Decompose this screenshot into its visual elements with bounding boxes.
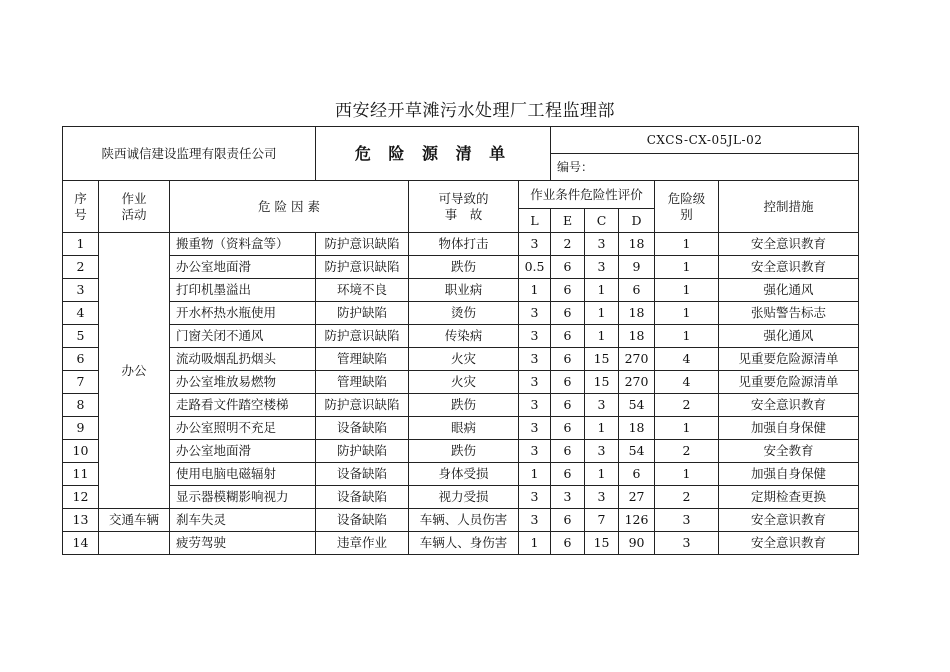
document-code: CXCS-CX-05JL-02 bbox=[551, 127, 859, 154]
cell-L: 3 bbox=[519, 486, 551, 509]
cell-D: 18 bbox=[619, 302, 655, 325]
cell-measure: 定期检查更换 bbox=[719, 486, 859, 509]
cell-C: 7 bbox=[585, 509, 619, 532]
cell-accident: 传染病 bbox=[409, 325, 519, 348]
table-row bbox=[63, 233, 859, 256]
cell-factor: 门窗关闭不通风 bbox=[170, 325, 316, 348]
table-row bbox=[63, 348, 859, 371]
cell-E: 6 bbox=[551, 302, 585, 325]
cell-measure: 安全意识教育 bbox=[719, 532, 859, 555]
table-row bbox=[63, 532, 859, 555]
cell-level: 1 bbox=[655, 279, 719, 302]
cell-accident: 车辆人、身伤害 bbox=[409, 532, 519, 555]
cell-D: 9 bbox=[619, 256, 655, 279]
cell-no: 9 bbox=[63, 417, 99, 440]
cell-cause: 防护意识缺陷 bbox=[316, 233, 409, 256]
col-C: C bbox=[585, 209, 619, 233]
cell-measure: 安全意识教育 bbox=[719, 394, 859, 417]
cell-accident: 视力受损 bbox=[409, 486, 519, 509]
cell-cause: 防护意识缺陷 bbox=[316, 325, 409, 348]
cell-no: 10 bbox=[63, 440, 99, 463]
col-measures: 控制措施 bbox=[719, 181, 859, 233]
cell-D: 27 bbox=[619, 486, 655, 509]
cell-cause: 防护意识缺陷 bbox=[316, 394, 409, 417]
table-row bbox=[63, 463, 859, 486]
cell-C: 3 bbox=[585, 394, 619, 417]
cell-E: 6 bbox=[551, 256, 585, 279]
cell-level: 1 bbox=[655, 302, 719, 325]
cell-cause: 环境不良 bbox=[316, 279, 409, 302]
cell-L: 3 bbox=[519, 233, 551, 256]
table-row bbox=[63, 302, 859, 325]
cell-no: 5 bbox=[63, 325, 99, 348]
cell-factor: 显示器模糊影响视力 bbox=[170, 486, 316, 509]
table-row bbox=[63, 486, 859, 509]
cell-no: 12 bbox=[63, 486, 99, 509]
cell-factor: 办公室照明不充足 bbox=[170, 417, 316, 440]
cell-accident: 烫伤 bbox=[409, 302, 519, 325]
cell-C: 3 bbox=[585, 233, 619, 256]
cell-measure: 加强自身保健 bbox=[719, 417, 859, 440]
cell-E: 6 bbox=[551, 440, 585, 463]
document-title: 危 险 源 清 单 bbox=[316, 127, 551, 181]
cell-E: 3 bbox=[551, 486, 585, 509]
col-level: 危险级 别 bbox=[655, 181, 719, 233]
cell-D: 54 bbox=[619, 440, 655, 463]
cell-accident: 火灾 bbox=[409, 371, 519, 394]
cell-level: 4 bbox=[655, 348, 719, 371]
cell-level: 4 bbox=[655, 371, 719, 394]
table-row bbox=[63, 325, 859, 348]
cell-measure: 张贴警告标志 bbox=[719, 302, 859, 325]
activity-empty bbox=[99, 532, 170, 555]
col-activity: 作业 活动 bbox=[99, 181, 170, 233]
cell-no: 11 bbox=[63, 463, 99, 486]
cell-accident: 眼病 bbox=[409, 417, 519, 440]
cell-factor: 流动吸烟乱扔烟头 bbox=[170, 348, 316, 371]
col-seq: 序 号 bbox=[63, 181, 99, 233]
cell-cause: 设备缺陷 bbox=[316, 486, 409, 509]
cell-cause: 管理缺陷 bbox=[316, 348, 409, 371]
cell-level: 1 bbox=[655, 256, 719, 279]
cell-L: 3 bbox=[519, 417, 551, 440]
cell-measure: 安全意识教育 bbox=[719, 233, 859, 256]
cell-level: 2 bbox=[655, 440, 719, 463]
cell-accident: 跌伤 bbox=[409, 256, 519, 279]
table-row bbox=[63, 417, 859, 440]
cell-measure: 强化通风 bbox=[719, 325, 859, 348]
page-title: 西安经开草滩污水处理厂工程监理部 bbox=[335, 101, 615, 121]
cell-C: 3 bbox=[585, 256, 619, 279]
cell-C: 1 bbox=[585, 417, 619, 440]
cell-L: 3 bbox=[519, 348, 551, 371]
cell-cause: 防护缺陷 bbox=[316, 440, 409, 463]
cell-level: 1 bbox=[655, 463, 719, 486]
cell-C: 15 bbox=[585, 348, 619, 371]
cell-C: 1 bbox=[585, 325, 619, 348]
cell-factor: 刹车失灵 bbox=[170, 509, 316, 532]
cell-measure: 安全教育 bbox=[719, 440, 859, 463]
cell-level: 3 bbox=[655, 532, 719, 555]
cell-cause: 管理缺陷 bbox=[316, 371, 409, 394]
cell-level: 1 bbox=[655, 325, 719, 348]
cell-D: 18 bbox=[619, 325, 655, 348]
cell-no: 14 bbox=[63, 532, 99, 555]
cell-factor: 搬重物（资料盒等） bbox=[170, 233, 316, 256]
col-E: E bbox=[551, 209, 585, 233]
cell-C: 15 bbox=[585, 371, 619, 394]
cell-no: 7 bbox=[63, 371, 99, 394]
cell-no: 2 bbox=[63, 256, 99, 279]
cell-level: 1 bbox=[655, 233, 719, 256]
col-evaluation: 作业条件危险性评价 bbox=[519, 181, 655, 209]
cell-measure: 强化通风 bbox=[719, 279, 859, 302]
cell-L: 3 bbox=[519, 394, 551, 417]
cell-measure: 安全意识教育 bbox=[719, 256, 859, 279]
cell-accident: 职业病 bbox=[409, 279, 519, 302]
cell-factor: 开水杯热水瓶使用 bbox=[170, 302, 316, 325]
cell-C: 1 bbox=[585, 302, 619, 325]
table-row bbox=[63, 371, 859, 394]
cell-C: 3 bbox=[585, 486, 619, 509]
company-name: 陕西诚信建设监理有限责任公司 bbox=[63, 127, 316, 181]
cell-C: 1 bbox=[585, 463, 619, 486]
cell-measure: 安全意识教育 bbox=[719, 509, 859, 532]
cell-C: 15 bbox=[585, 532, 619, 555]
cell-factor: 打印机墨溢出 bbox=[170, 279, 316, 302]
cell-L: 3 bbox=[519, 325, 551, 348]
activity-office: 办公 bbox=[99, 233, 170, 509]
table-row bbox=[63, 509, 859, 532]
col-D: D bbox=[619, 209, 655, 233]
cell-L: 1 bbox=[519, 463, 551, 486]
cell-E: 6 bbox=[551, 532, 585, 555]
cell-accident: 车辆、人员伤害 bbox=[409, 509, 519, 532]
cell-L: 3 bbox=[519, 371, 551, 394]
cell-C: 1 bbox=[585, 279, 619, 302]
number-label: 编号： bbox=[551, 154, 859, 181]
table-row bbox=[63, 394, 859, 417]
cell-L: 3 bbox=[519, 440, 551, 463]
cell-accident: 跌伤 bbox=[409, 440, 519, 463]
cell-no: 1 bbox=[63, 233, 99, 256]
cell-cause: 违章作业 bbox=[316, 532, 409, 555]
cell-measure: 见重要危险源清单 bbox=[719, 348, 859, 371]
cell-E: 6 bbox=[551, 417, 585, 440]
cell-D: 6 bbox=[619, 279, 655, 302]
cell-level: 1 bbox=[655, 417, 719, 440]
cell-cause: 防护缺陷 bbox=[316, 302, 409, 325]
col-factors: 危 险 因 素 bbox=[170, 181, 409, 233]
cell-D: 126 bbox=[619, 509, 655, 532]
cell-D: 18 bbox=[619, 417, 655, 440]
cell-factor: 办公室地面滑 bbox=[170, 440, 316, 463]
cell-L: 3 bbox=[519, 509, 551, 532]
cell-accident: 身体受损 bbox=[409, 463, 519, 486]
cell-cause: 设备缺陷 bbox=[316, 417, 409, 440]
cell-no: 4 bbox=[63, 302, 99, 325]
cell-factor: 走路看文件踏空楼梯 bbox=[170, 394, 316, 417]
cell-accident: 物体打击 bbox=[409, 233, 519, 256]
cell-L: 0.5 bbox=[519, 256, 551, 279]
cell-level: 2 bbox=[655, 394, 719, 417]
cell-E: 6 bbox=[551, 325, 585, 348]
cell-no: 3 bbox=[63, 279, 99, 302]
cell-E: 6 bbox=[551, 371, 585, 394]
col-L: L bbox=[519, 209, 551, 233]
cell-factor: 办公室地面滑 bbox=[170, 256, 316, 279]
cell-cause: 设备缺陷 bbox=[316, 509, 409, 532]
cell-level: 3 bbox=[655, 509, 719, 532]
cell-D: 54 bbox=[619, 394, 655, 417]
cell-D: 6 bbox=[619, 463, 655, 486]
cell-cause: 设备缺陷 bbox=[316, 463, 409, 486]
activity-traffic: 交通车辆 bbox=[99, 509, 170, 532]
cell-D: 270 bbox=[619, 371, 655, 394]
cell-E: 6 bbox=[551, 394, 585, 417]
cell-no: 8 bbox=[63, 394, 99, 417]
cell-cause: 防护意识缺陷 bbox=[316, 256, 409, 279]
cell-accident: 跌伤 bbox=[409, 394, 519, 417]
table-row bbox=[63, 279, 859, 302]
cell-accident: 火灾 bbox=[409, 348, 519, 371]
cell-level: 2 bbox=[655, 486, 719, 509]
cell-measure: 加强自身保健 bbox=[719, 463, 859, 486]
cell-L: 1 bbox=[519, 532, 551, 555]
table-row bbox=[63, 440, 859, 463]
cell-D: 270 bbox=[619, 348, 655, 371]
cell-E: 6 bbox=[551, 509, 585, 532]
cell-E: 2 bbox=[551, 233, 585, 256]
cell-C: 3 bbox=[585, 440, 619, 463]
cell-D: 90 bbox=[619, 532, 655, 555]
cell-measure: 见重要危险源清单 bbox=[719, 371, 859, 394]
cell-D: 18 bbox=[619, 233, 655, 256]
hazard-table bbox=[62, 126, 859, 555]
cell-E: 6 bbox=[551, 279, 585, 302]
cell-L: 1 bbox=[519, 279, 551, 302]
cell-factor: 使用电脑电磁辐射 bbox=[170, 463, 316, 486]
cell-factor: 办公室堆放易燃物 bbox=[170, 371, 316, 394]
cell-E: 6 bbox=[551, 348, 585, 371]
cell-no: 6 bbox=[63, 348, 99, 371]
col-consequence: 可导致的 事 故 bbox=[409, 181, 519, 233]
cell-factor: 疲劳驾驶 bbox=[170, 532, 316, 555]
cell-no: 13 bbox=[63, 509, 99, 532]
cell-L: 3 bbox=[519, 302, 551, 325]
table-row bbox=[63, 256, 859, 279]
cell-E: 6 bbox=[551, 463, 585, 486]
